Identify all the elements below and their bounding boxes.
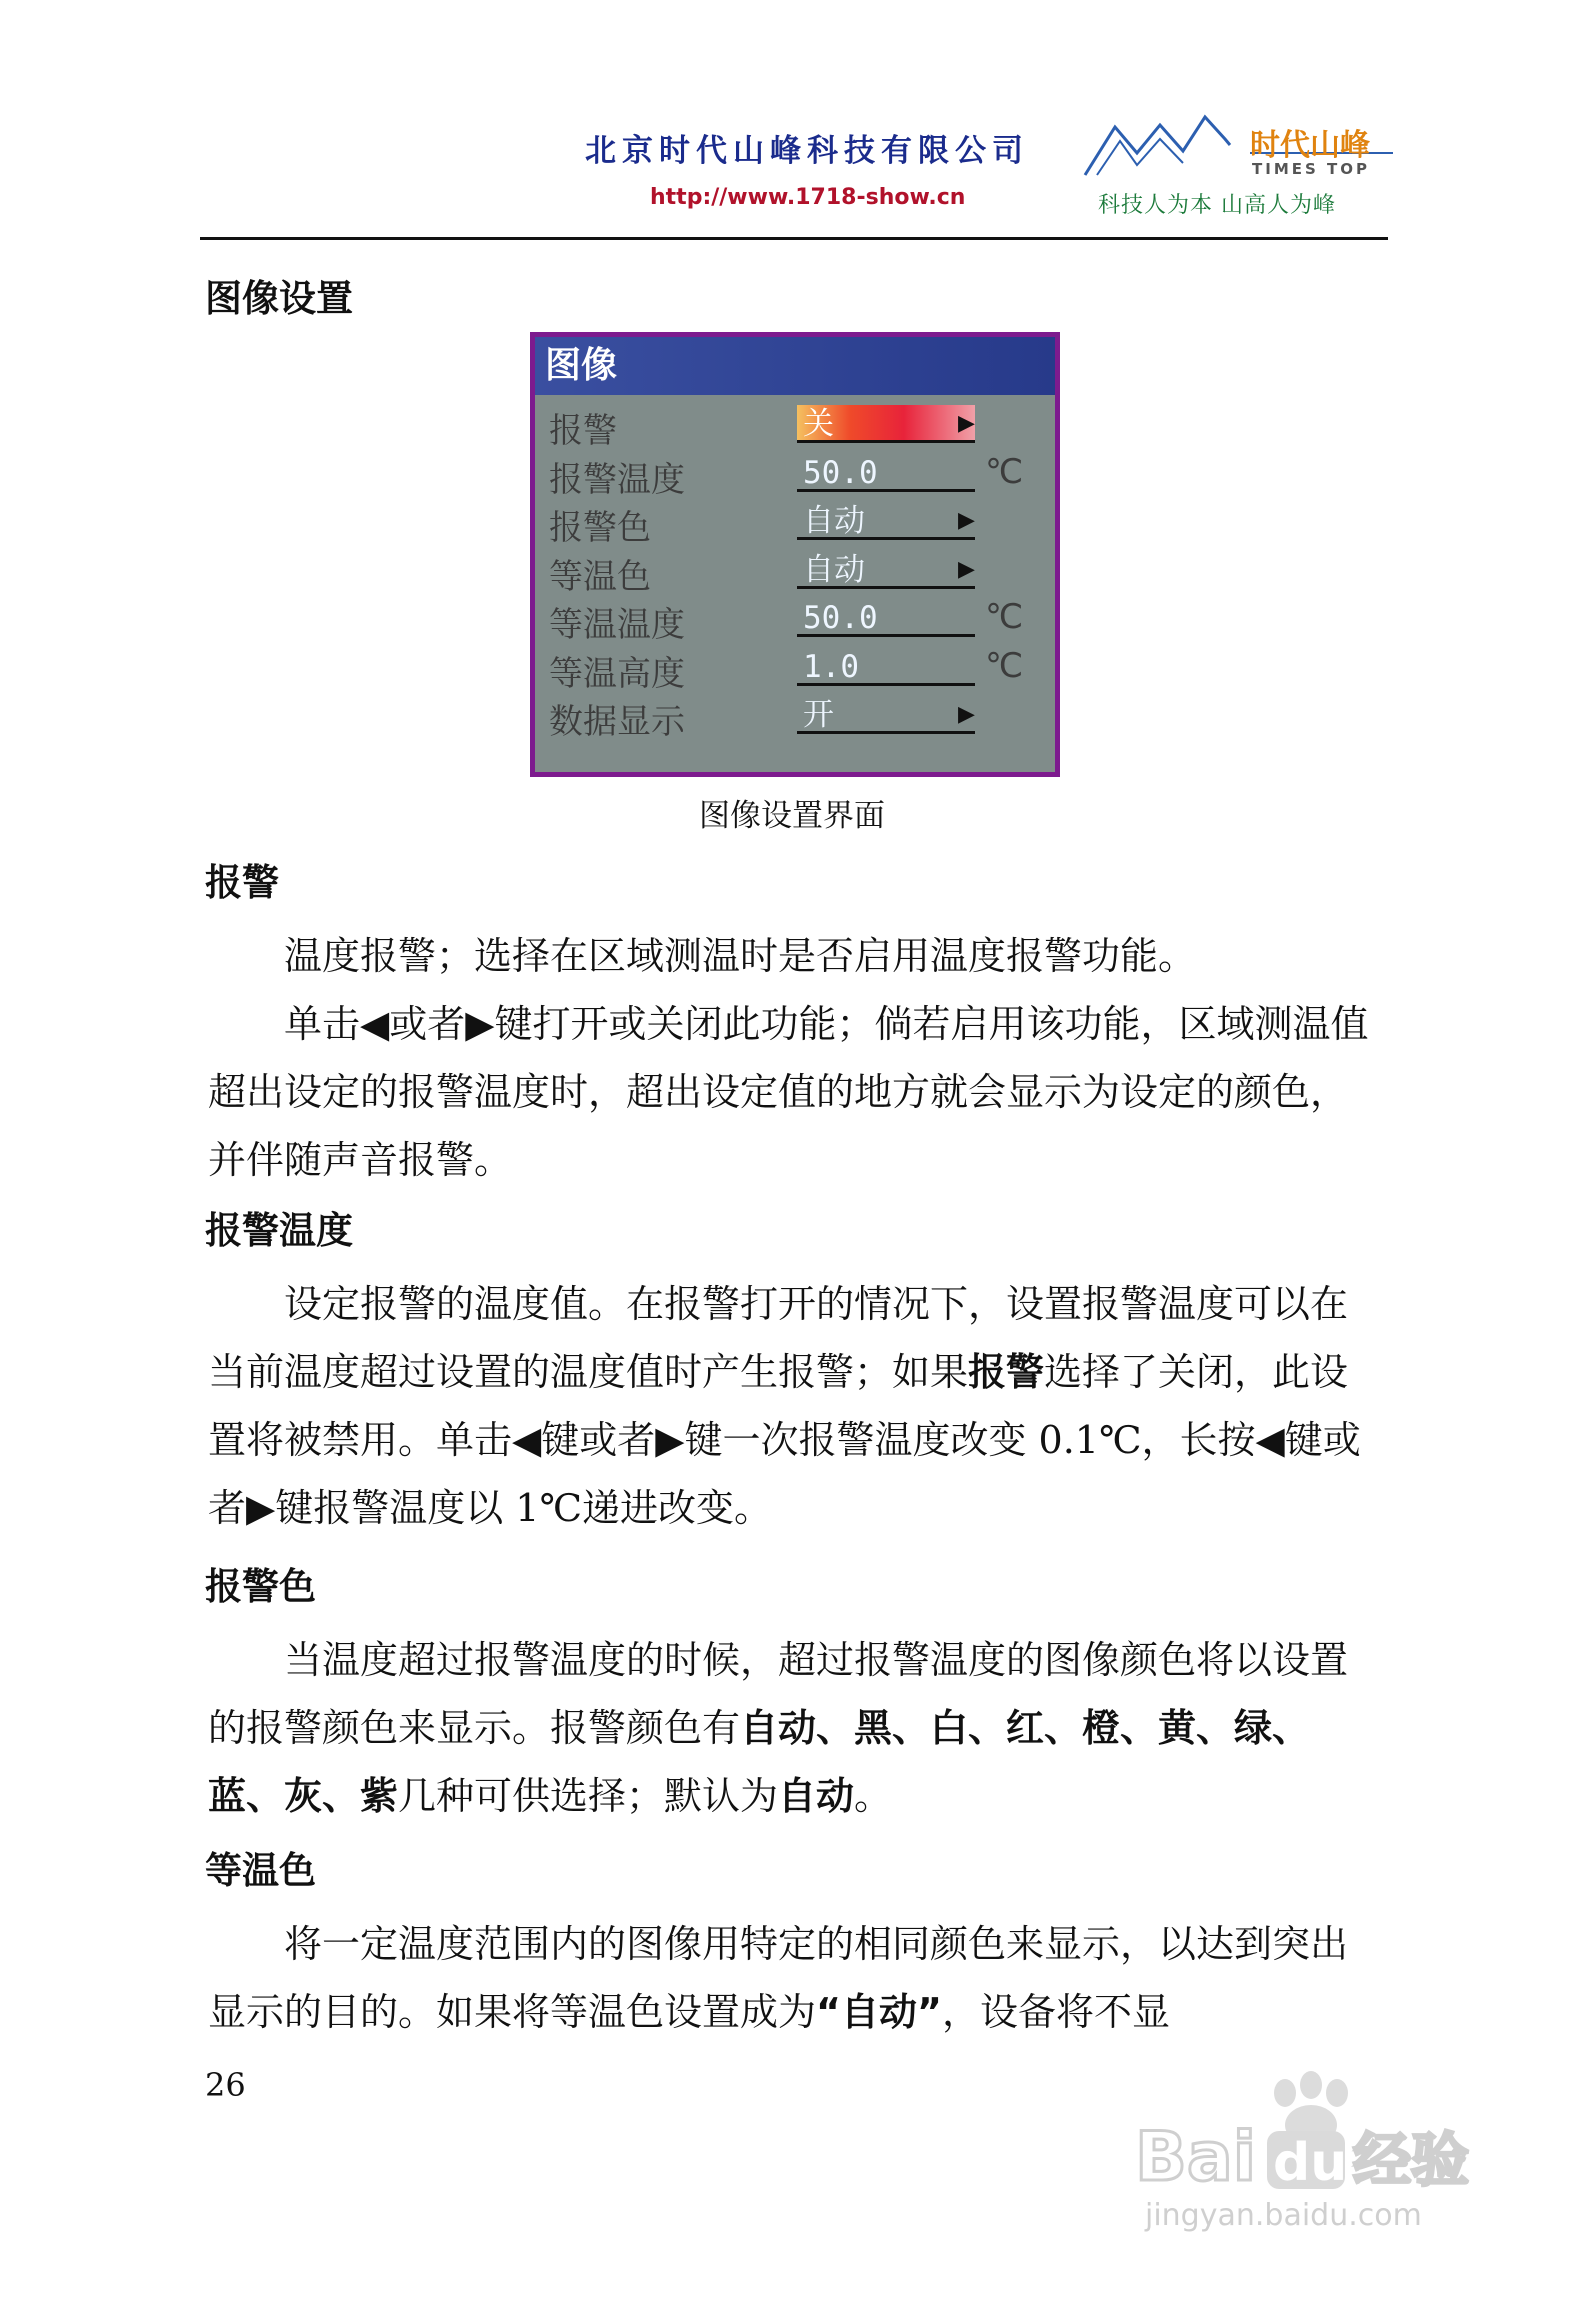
alarm-temperature-body <box>208 1270 1384 1542</box>
alarm-color-paragraph <box>208 1626 1384 1830</box>
figure-caption: 图像设置界面 <box>699 798 885 834</box>
isotherm-color-paragraph <box>208 1910 1384 2046</box>
page-number: 26 <box>205 2066 246 2104</box>
menu-row-label: 等温温度 <box>549 605 685 645</box>
alarm-color-body <box>208 1626 1384 1830</box>
menu-row-value[interactable]: 自动 <box>797 551 975 589</box>
menu-row[interactable] <box>535 401 1055 449</box>
company-name: 北京时代山峰科技有限公司 <box>585 133 1029 169</box>
menu-row[interactable] <box>535 547 1055 595</box>
right-arrow-icon[interactable]: ▶ <box>958 411 975 436</box>
menu-title: 图像 <box>535 337 1055 395</box>
text-run: ，设备将不显 <box>941 1990 1170 2034</box>
heading-isotherm-color: 等温色 <box>205 1849 316 1892</box>
menu-row[interactable] <box>535 595 1055 643</box>
heading-alarm: 报警 <box>205 861 279 904</box>
menu-row-label: 等温高度 <box>549 653 685 694</box>
brand-motto: 科技人为本 山高人为峰 <box>1098 193 1336 218</box>
text-run: 设定报警的温度值。在报警打开的情况下，设置报警温度可以在当前温度超过设置的温度值时产生报警；如果 <box>208 1282 1349 1394</box>
alarm-paragraph-2: 单击◀或者▶键打开或关闭此功能；倘若启用该功能，区域测温值超出设定的报警温度时，超出设定值的地方就会显示为设定的颜色，并伴随声音报警。 <box>208 1002 1369 1182</box>
text-run: 。 <box>854 1774 893 1818</box>
text-run: 将一定温度范围内的图像用特定的相同颜色来显示，以达到突出显示的目的。如果将等温色设置成为 <box>208 1922 1349 2034</box>
menu-row-label: 等温色 <box>549 556 651 597</box>
alarm-paragraph-1: 温度报警；选择在区域测温时是否启用温度报警功能。 <box>284 934 1197 978</box>
menu-row[interactable] <box>535 644 1055 692</box>
menu-row-label: 报警温度 <box>549 459 685 500</box>
text-run: 选择了关闭，此设置将被禁用。单击◀键或者▶键一次报警温度改变 0.1℃，长按◀键或者▶键报警温度以 1℃递进改变。 <box>208 1350 1361 1530</box>
right-arrow-icon[interactable]: ▶ <box>958 702 975 727</box>
menu-row-unit: ℃ <box>985 451 1024 492</box>
bold-term: 报警 <box>968 1350 1045 1394</box>
menu-row[interactable] <box>535 692 1055 740</box>
header-divider <box>200 237 1388 240</box>
heading-alarm-temperature: 报警温度 <box>205 1209 353 1252</box>
bold-term: “自动” <box>816 1990 942 2034</box>
alarm-temperature-paragraph <box>208 1270 1384 1542</box>
menu-row-unit: ℃ <box>985 597 1024 637</box>
menu-row-value[interactable]: 开 <box>797 696 975 734</box>
menu-row-label: 报警色 <box>549 508 651 548</box>
baidu-jingyan-watermark-icon <box>1125 2065 1495 2235</box>
svg-text:du: du <box>1273 2133 1348 2193</box>
heading-alarm-color: 报警色 <box>205 1565 316 1608</box>
menu-row[interactable] <box>535 498 1055 546</box>
menu-row-value[interactable]: 1.0 <box>797 648 975 686</box>
menu-row-value[interactable]: 关 <box>797 405 975 443</box>
menu-row-unit: ℃ <box>985 645 1024 686</box>
section-title: 图像设置 <box>205 277 353 320</box>
menu-row-label: 报警 <box>549 411 617 451</box>
menu-row-value[interactable]: 50.0 <box>797 454 975 492</box>
right-arrow-icon[interactable]: ▶ <box>958 556 975 582</box>
isotherm-color-body <box>208 1910 1384 2046</box>
svg-text:Bai: Bai <box>1135 2118 1257 2197</box>
bold-term: 自动 <box>778 1774 855 1818</box>
menu-row-label: 数据显示 <box>549 702 685 742</box>
brand-name-en: TIMES TOP <box>1252 160 1370 178</box>
menu-row-value[interactable]: 50.0 <box>797 599 975 637</box>
bold-term: 自动、黑、白、红、橙、黄、绿、蓝、灰、紫 <box>208 1706 1311 1818</box>
svg-text:经验: 经验 <box>1353 2126 1470 2194</box>
brand-name-cn: 时代山峰 <box>1250 128 1370 163</box>
menu-row-value[interactable]: 自动 <box>797 502 975 540</box>
text-run: 当温度超过报警温度的时候，超过报警温度的图像颜色将以设置的报警颜色来显示。报警颜色有 <box>208 1638 1349 1750</box>
text-run: 几种可供选择；默认为 <box>398 1774 779 1818</box>
company-url[interactable]: http://www.1718-show.cn <box>650 185 966 210</box>
svg-text:jingyan.baidu.com: jingyan.baidu.com <box>1145 2198 1422 2233</box>
menu-row[interactable] <box>535 450 1055 498</box>
alarm-body <box>208 922 1384 1194</box>
right-arrow-icon[interactable]: ▶ <box>958 508 975 533</box>
image-settings-menu <box>530 332 1060 777</box>
